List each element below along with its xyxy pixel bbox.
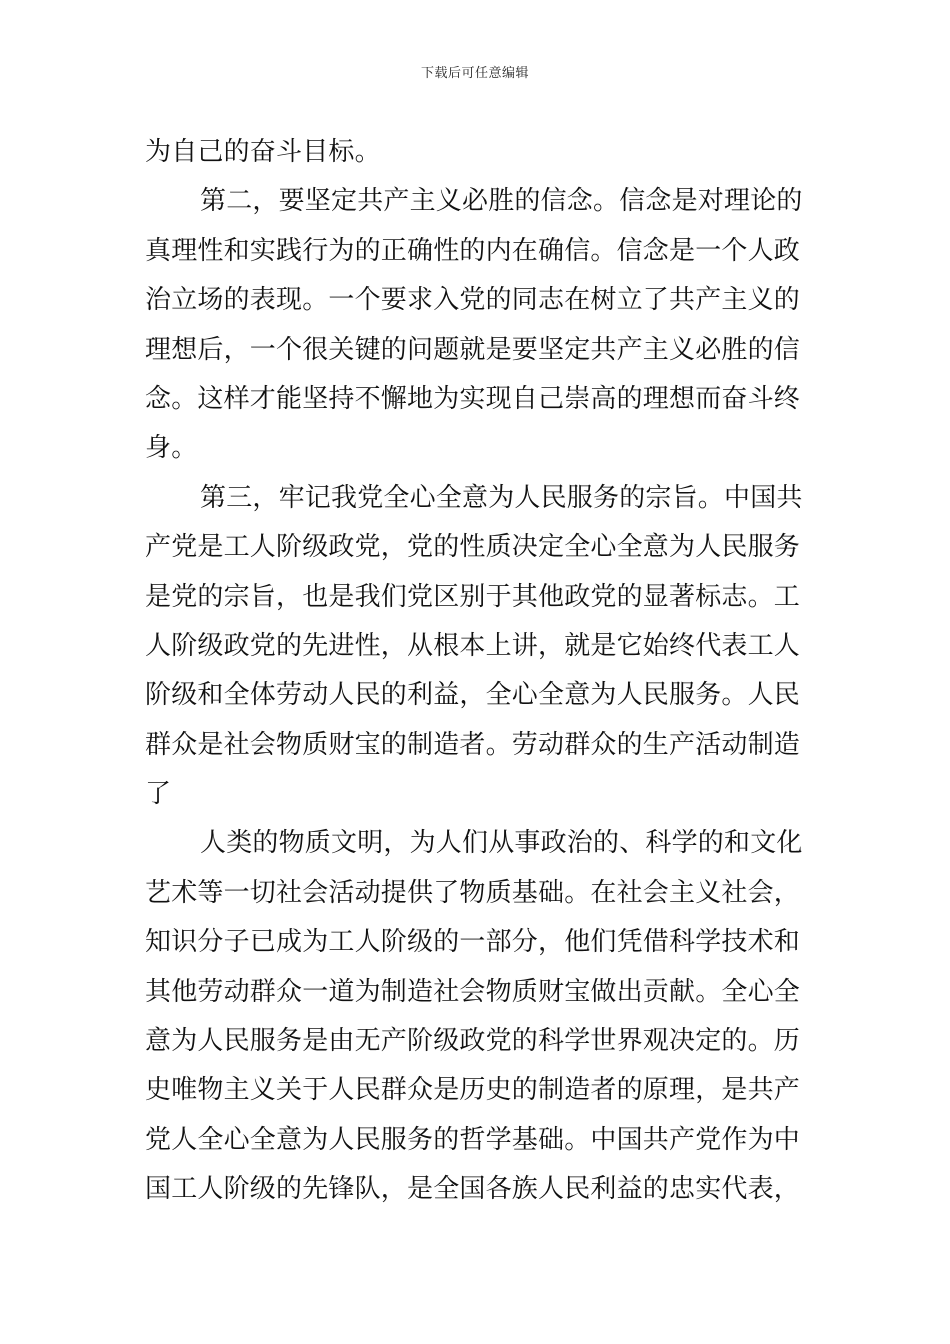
text-line: 阶级和全体劳动人民的利益，全心全意为人民服务。人民 <box>145 680 801 711</box>
text-line: 治立场的表现。一个要求入党的同志在树立了共产主义的 <box>145 285 801 316</box>
text-line: 其他劳动群众一道为制造社会物质财宝做出贡献。全心全 <box>145 976 801 1007</box>
text-line: 了 <box>145 779 172 810</box>
page-header: 下载后可任意编辑 <box>420 66 529 81</box>
text-line: 人类的物质文明，为人们从事政治的、科学的和文化 <box>200 828 803 859</box>
text-line: 史唯物主义关于人民群众是历史的制造者的原理，是共产 <box>145 1075 801 1106</box>
text-line: 身。 <box>145 433 198 464</box>
text-line: 理想后，一个很关键的问题就是要坚定共产主义必胜的信 <box>145 334 801 365</box>
text-line: 人阶级政党的先进性，从根本上讲，就是它始终代表工人 <box>145 630 801 661</box>
text-line: 知识分子已成为工人阶级的一部分，他们凭借科学技术和 <box>145 927 801 958</box>
text-line: 群众是社会物质财宝的制造者。劳动群众的生产活动制造 <box>145 729 801 760</box>
text-line: 产党是工人阶级政党，党的性质决定全心全意为人民服务 <box>145 532 801 563</box>
text-line: 念。这样才能坚持不懈地为实现自己崇高的理想而奋斗终 <box>145 383 801 414</box>
text-line: 是党的宗旨，也是我们党区别于其他政党的显著标志。工 <box>145 581 801 612</box>
body-text <box>145 128 807 1215</box>
text-line: 党人全心全意为人民服务的哲学基础。中国共产党作为中 <box>145 1124 801 1155</box>
text-line: 第二，要坚定共产主义必胜的信念。信念是对理论的 <box>200 186 803 217</box>
text-line: 第三，牢记我党全心全意为人民服务的宗旨。中国共 <box>200 482 803 513</box>
text-line: 真理性和实践行为的正确性的内在确信。信念是一个人政 <box>145 235 801 266</box>
text-line: 艺术等一切社会活动提供了物质基础。在社会主义社会， <box>145 877 801 908</box>
text-line: 意为人民服务是由无产阶级政党的科学世界观决定的。历 <box>145 1026 801 1057</box>
text-line: 国工人阶级的先锋队，是全国各族人民利益的忠实代表， <box>145 1174 801 1205</box>
text-line: 为自己的奋斗目标。 <box>145 137 381 167</box>
